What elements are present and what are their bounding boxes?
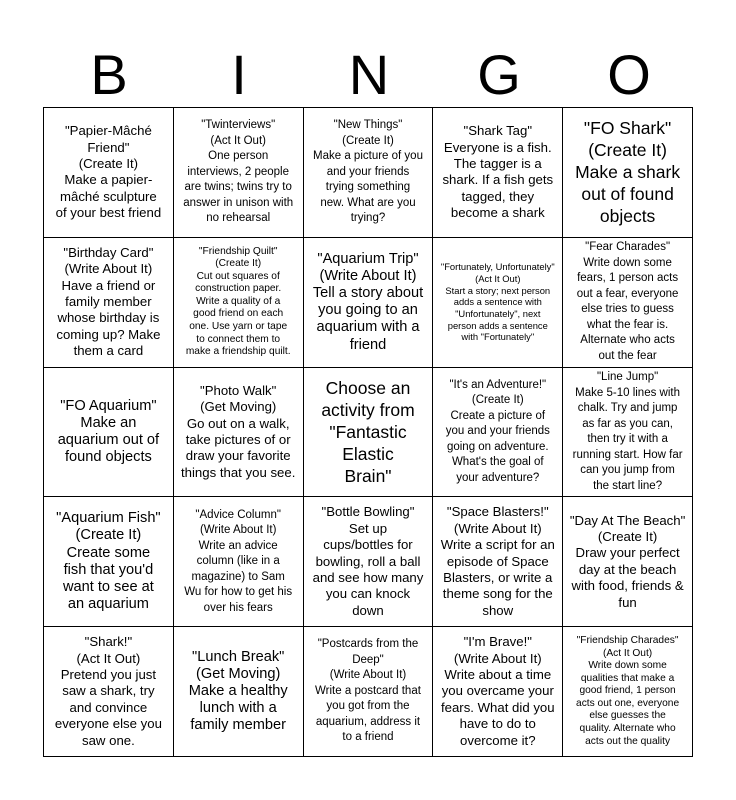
cell-text: Choose an activity from "Fantastic Elastic Brain" [321, 377, 415, 486]
header-letter-g: G [477, 43, 521, 106]
bingo-cell[interactable] [304, 238, 434, 368]
bingo-cell[interactable] [304, 108, 434, 238]
cell-text: "FO Aquarium" Make an aquarium out of found objects [57, 397, 160, 466]
header-letter-i: I [231, 43, 247, 106]
bingo-cell[interactable] [174, 497, 304, 627]
cell-text: "Bottle Bowling" Set up cups/bottles for bowling, roll a ball and see how many you can knock down [312, 504, 424, 618]
cell-text: "Advice Column" (Write About It) Write an advice column (like in a magazine) to Sam Wu for how to get his over his fears [184, 508, 293, 614]
cell-text: "Twinterviews" (Act It Out) One person interviews, 2 people are twins; twins try to answer in unison with no rehearsal [183, 119, 294, 225]
bingo-cell[interactable] [174, 238, 304, 368]
cell-text: "I'm Brave!" (Write About It) Write about a time you overcame your fears. What did you have to do to overcome it? [440, 634, 555, 748]
cell-text: "Aquarium Trip" (Write About It) Tell a story about you going to an aquarium with a friend [312, 250, 424, 353]
bingo-header [44, 44, 694, 106]
bingo-cell[interactable] [433, 238, 563, 368]
header-letter-o: O [607, 43, 651, 106]
cell-text: "Day At The Beach" (Create It) Draw your perfect day at the beach with food, friends & fun [569, 512, 686, 610]
bingo-cell[interactable] [563, 368, 693, 498]
bingo-cell[interactable] [44, 238, 174, 368]
cell-text: "New Things" (Create It) Make a picture of you and your friends trying something new. What are you trying? [313, 119, 423, 225]
header-letter-n: N [348, 43, 390, 106]
bingo-cell[interactable] [433, 627, 563, 757]
cell-text: "Fortunately, Unfortunately" (Act It Out) Start a story; next person adds a sentence with "Unfortunately", next person adds a sentence with "Fortunately" [440, 261, 555, 343]
bingo-cell[interactable] [563, 627, 693, 757]
bingo-cell[interactable] [433, 108, 563, 238]
cell-text: "Lunch Break" (Get Moving) Make a healthy lunch with a family member [188, 648, 288, 734]
cell-text: "Fear Charades" Write down some fears, 1 person acts out a fear, everyone else tries to guess what the fear is. Alternate who acts out the fear [576, 241, 679, 362]
bingo-cell[interactable] [44, 368, 174, 498]
bingo-grid [43, 107, 693, 757]
bingo-cell[interactable] [563, 238, 693, 368]
cell-text: "FO Shark" (Create It) Make a shark out of found objects [575, 118, 681, 227]
bingo-cell[interactable] [44, 627, 174, 757]
cell-text: "Papier-Mâché Friend" (Create It) Make a papier- mâché sculpture of your best friend [55, 123, 162, 221]
cell-text: "It's an Adventure!" (Create It) Create a picture of you and your friends going on adventure. What's the goal of your adventure? [445, 378, 550, 484]
cell-text: "Birthday Card" (Write About It) Have a friend or family member whose birthday is coming up? Make them a card [56, 244, 161, 359]
cell-text: "Space Blasters!" (Write About It) Write a script for an episode of Space Blasters, or write a theme song for the show [440, 504, 555, 618]
free-space-cell[interactable] [304, 368, 434, 498]
bingo-cell[interactable] [563, 497, 693, 627]
bingo-cell[interactable] [174, 627, 304, 757]
cell-text: "Aquarium Fish" (Create It) Create some fish that you'd want to see at an aquarium [56, 510, 161, 613]
bingo-cell[interactable] [563, 108, 693, 238]
cell-text: "Friendship Charades" (Act It Out) Write down some qualities that make a good friend, 1 person acts out one, everyone else guesses the quality. Alternate who acts out the quality [576, 634, 680, 747]
bingo-cell[interactable] [44, 108, 174, 238]
bingo-cell[interactable] [433, 368, 563, 498]
bingo-cell[interactable] [44, 497, 174, 627]
cell-text: "Shark!" (Act It Out) Pretend you just saw a shark, try and convince everyone else you saw one. [54, 634, 162, 748]
cell-text: "Line Jump" Make 5-10 lines with chalk. Try and jump as far as you can, then try it with a running start. How far can you jump from the start line? [572, 371, 683, 492]
cell-text: "Shark Tag" Everyone is a fish. The tagger is a shark. If a fish gets tagged, they become a shark [442, 123, 554, 221]
header-letter-b: B [90, 43, 128, 106]
bingo-cell[interactable] [174, 368, 304, 498]
cell-text: "Photo Walk" (Get Moving) Go out on a walk, take pictures of or draw your favorite things that you see. [181, 382, 296, 480]
bingo-cell[interactable] [433, 497, 563, 627]
bingo-cell[interactable] [174, 108, 304, 238]
bingo-cell[interactable] [304, 627, 434, 757]
cell-text: "Postcards from the Deep" (Write About It) Write a postcard that you got from the aquarium, address it to a friend [315, 638, 421, 744]
bingo-cell[interactable] [304, 497, 434, 627]
cell-text: "Friendship Quilt" (Create It) Cut out squares of construction paper. Write a quality of a good friend on each one. Use yarn or tape to connect them to make a friendship quilt. [185, 245, 291, 358]
